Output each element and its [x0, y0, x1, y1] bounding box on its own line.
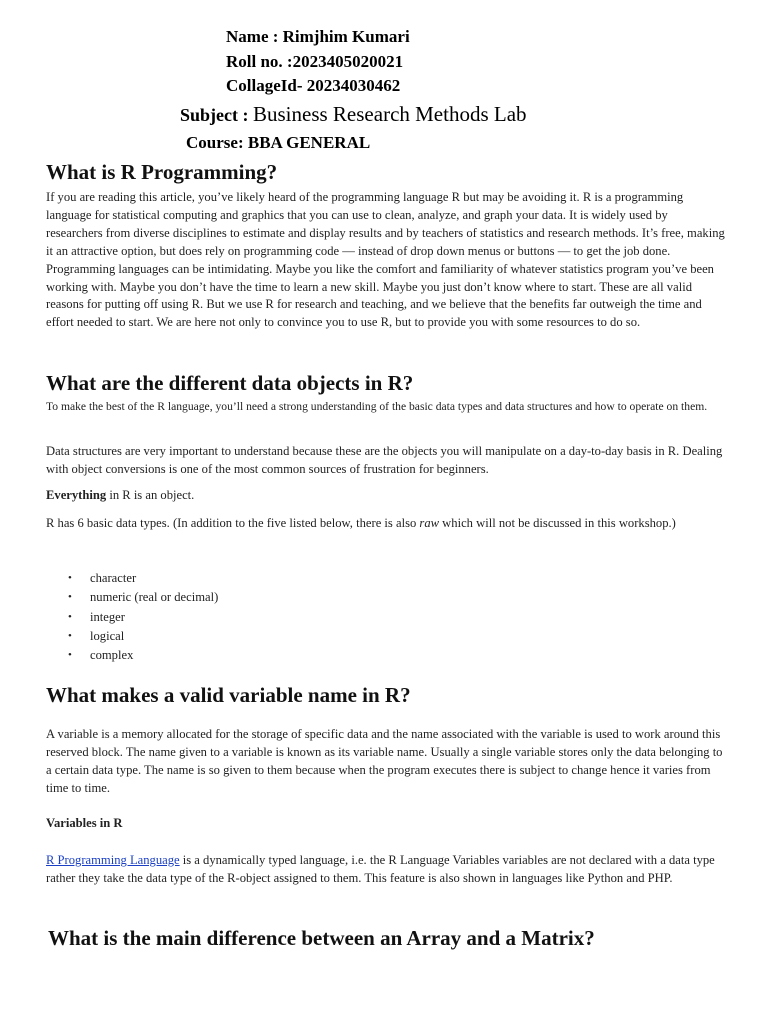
bullet-icon: • — [68, 629, 72, 642]
everything-bold: Everything — [46, 488, 107, 502]
subject-line — [180, 104, 527, 126]
list-item-label: numeric (real or decimal) — [90, 590, 219, 605]
paragraph-variables-in-r — [46, 852, 726, 888]
college-id: CollageId- 20234030462 — [226, 76, 401, 95]
heading-variable-name: What makes a valid variable name in R? — [46, 683, 411, 707]
student-name: Name : Rimjhim Kumari — [226, 27, 410, 46]
paragraph-what-is-r: If you are reading this article, you’ve likely heard of the programming language R but may be avoiding it. R is a programming language for statistical computing and graphics that you can use to clean, analyze, and graph your data. It is widely used by researchers from diverse disciplines to estimate and display results and by teachers of statistics and research methods. It’s free, making it an attractive option, but does rely on programming code — instead of drop down menus or buttons — to get the job done. Programming languages can be intimidating. Maybe you like the comfort and familiarity of whatever statistics program you’ve been working with. Maybe you don’t have the time to learn a new skill. Maybe you just don’t know where to start. These are all valid reasons for putting off using R. But we use R for research and teaching, and we believe that the benefits far outweigh the time and effort needed to start. We are here not only to convince you to use R, but to provide you with some resources to do so. — [46, 190, 725, 330]
list-item-label: complex — [90, 648, 134, 663]
paragraph-data-objects-intro: To make the best of the R language, you’ll need a strong understanding of the basic data types and data structures and how to operate on them. — [46, 400, 708, 413]
heading-array-vs-matrix: What is the main difference between an Array and a Matrix? — [48, 926, 595, 950]
link-rest-text: is a dynamically typed language, i.e. the R Language Variables variables are not declared with a data type rather they take the data type of the R-object assigned to them. This feature is also shown in languages like Python and PHP. — [46, 853, 715, 885]
bullet-icon: • — [68, 591, 72, 604]
list-item — [64, 608, 218, 627]
list-item-label: integer — [90, 609, 125, 624]
everything-rest: in R is an object. — [106, 488, 195, 502]
subheading-variables-in-r: Variables in R — [46, 816, 123, 830]
r-programming-language-link[interactable]: R Programming Language — [46, 853, 180, 867]
list-item-label: logical — [90, 628, 125, 643]
roll-number: Roll no. :2023405020021 — [226, 52, 404, 71]
list-item — [64, 646, 218, 665]
subject-label: Subject : — [180, 105, 253, 125]
list-item — [64, 588, 218, 607]
types-text-a: R has 6 basic data types. (In addition to the five listed below, there is also — [46, 516, 420, 530]
bullet-icon: • — [68, 572, 72, 584]
subject-value: Business Research Methods Lab — [253, 102, 527, 126]
paragraph-everything-object — [46, 487, 726, 505]
list-item-label: character — [90, 571, 137, 585]
bullet-icon: • — [68, 649, 72, 662]
data-types-list — [64, 569, 218, 665]
bullet-icon: • — [68, 610, 72, 623]
list-item — [64, 569, 218, 588]
course-line: Course: BBA GENERAL — [186, 133, 371, 152]
types-text-raw: raw — [419, 516, 440, 530]
list-item — [64, 627, 218, 646]
heading-what-is-r: What is R Programming? — [46, 160, 278, 184]
paragraph-data-structures: Data structures are very important to understand because these are the objects you will manipulate on a day-to-day basis in R. Dealing with object conversions is one of the most common sources of frustration for beginners. — [46, 444, 723, 476]
heading-data-objects: What are the different data objects in R? — [46, 371, 414, 395]
types-text-b: which will not be discussed in this workshop.) — [439, 516, 676, 530]
paragraph-basic-types — [46, 515, 726, 533]
paragraph-variable-definition: A variable is a memory allocated for the storage of specific data and the name associated with the variable is used to work around this reserved block. The name given to a variable is known as its variable name. Usually a single variable stores only the data belonging to a certain data type. The name is so given to them because when the program executes there is subject to change hence it varies from time to time. — [46, 727, 723, 795]
